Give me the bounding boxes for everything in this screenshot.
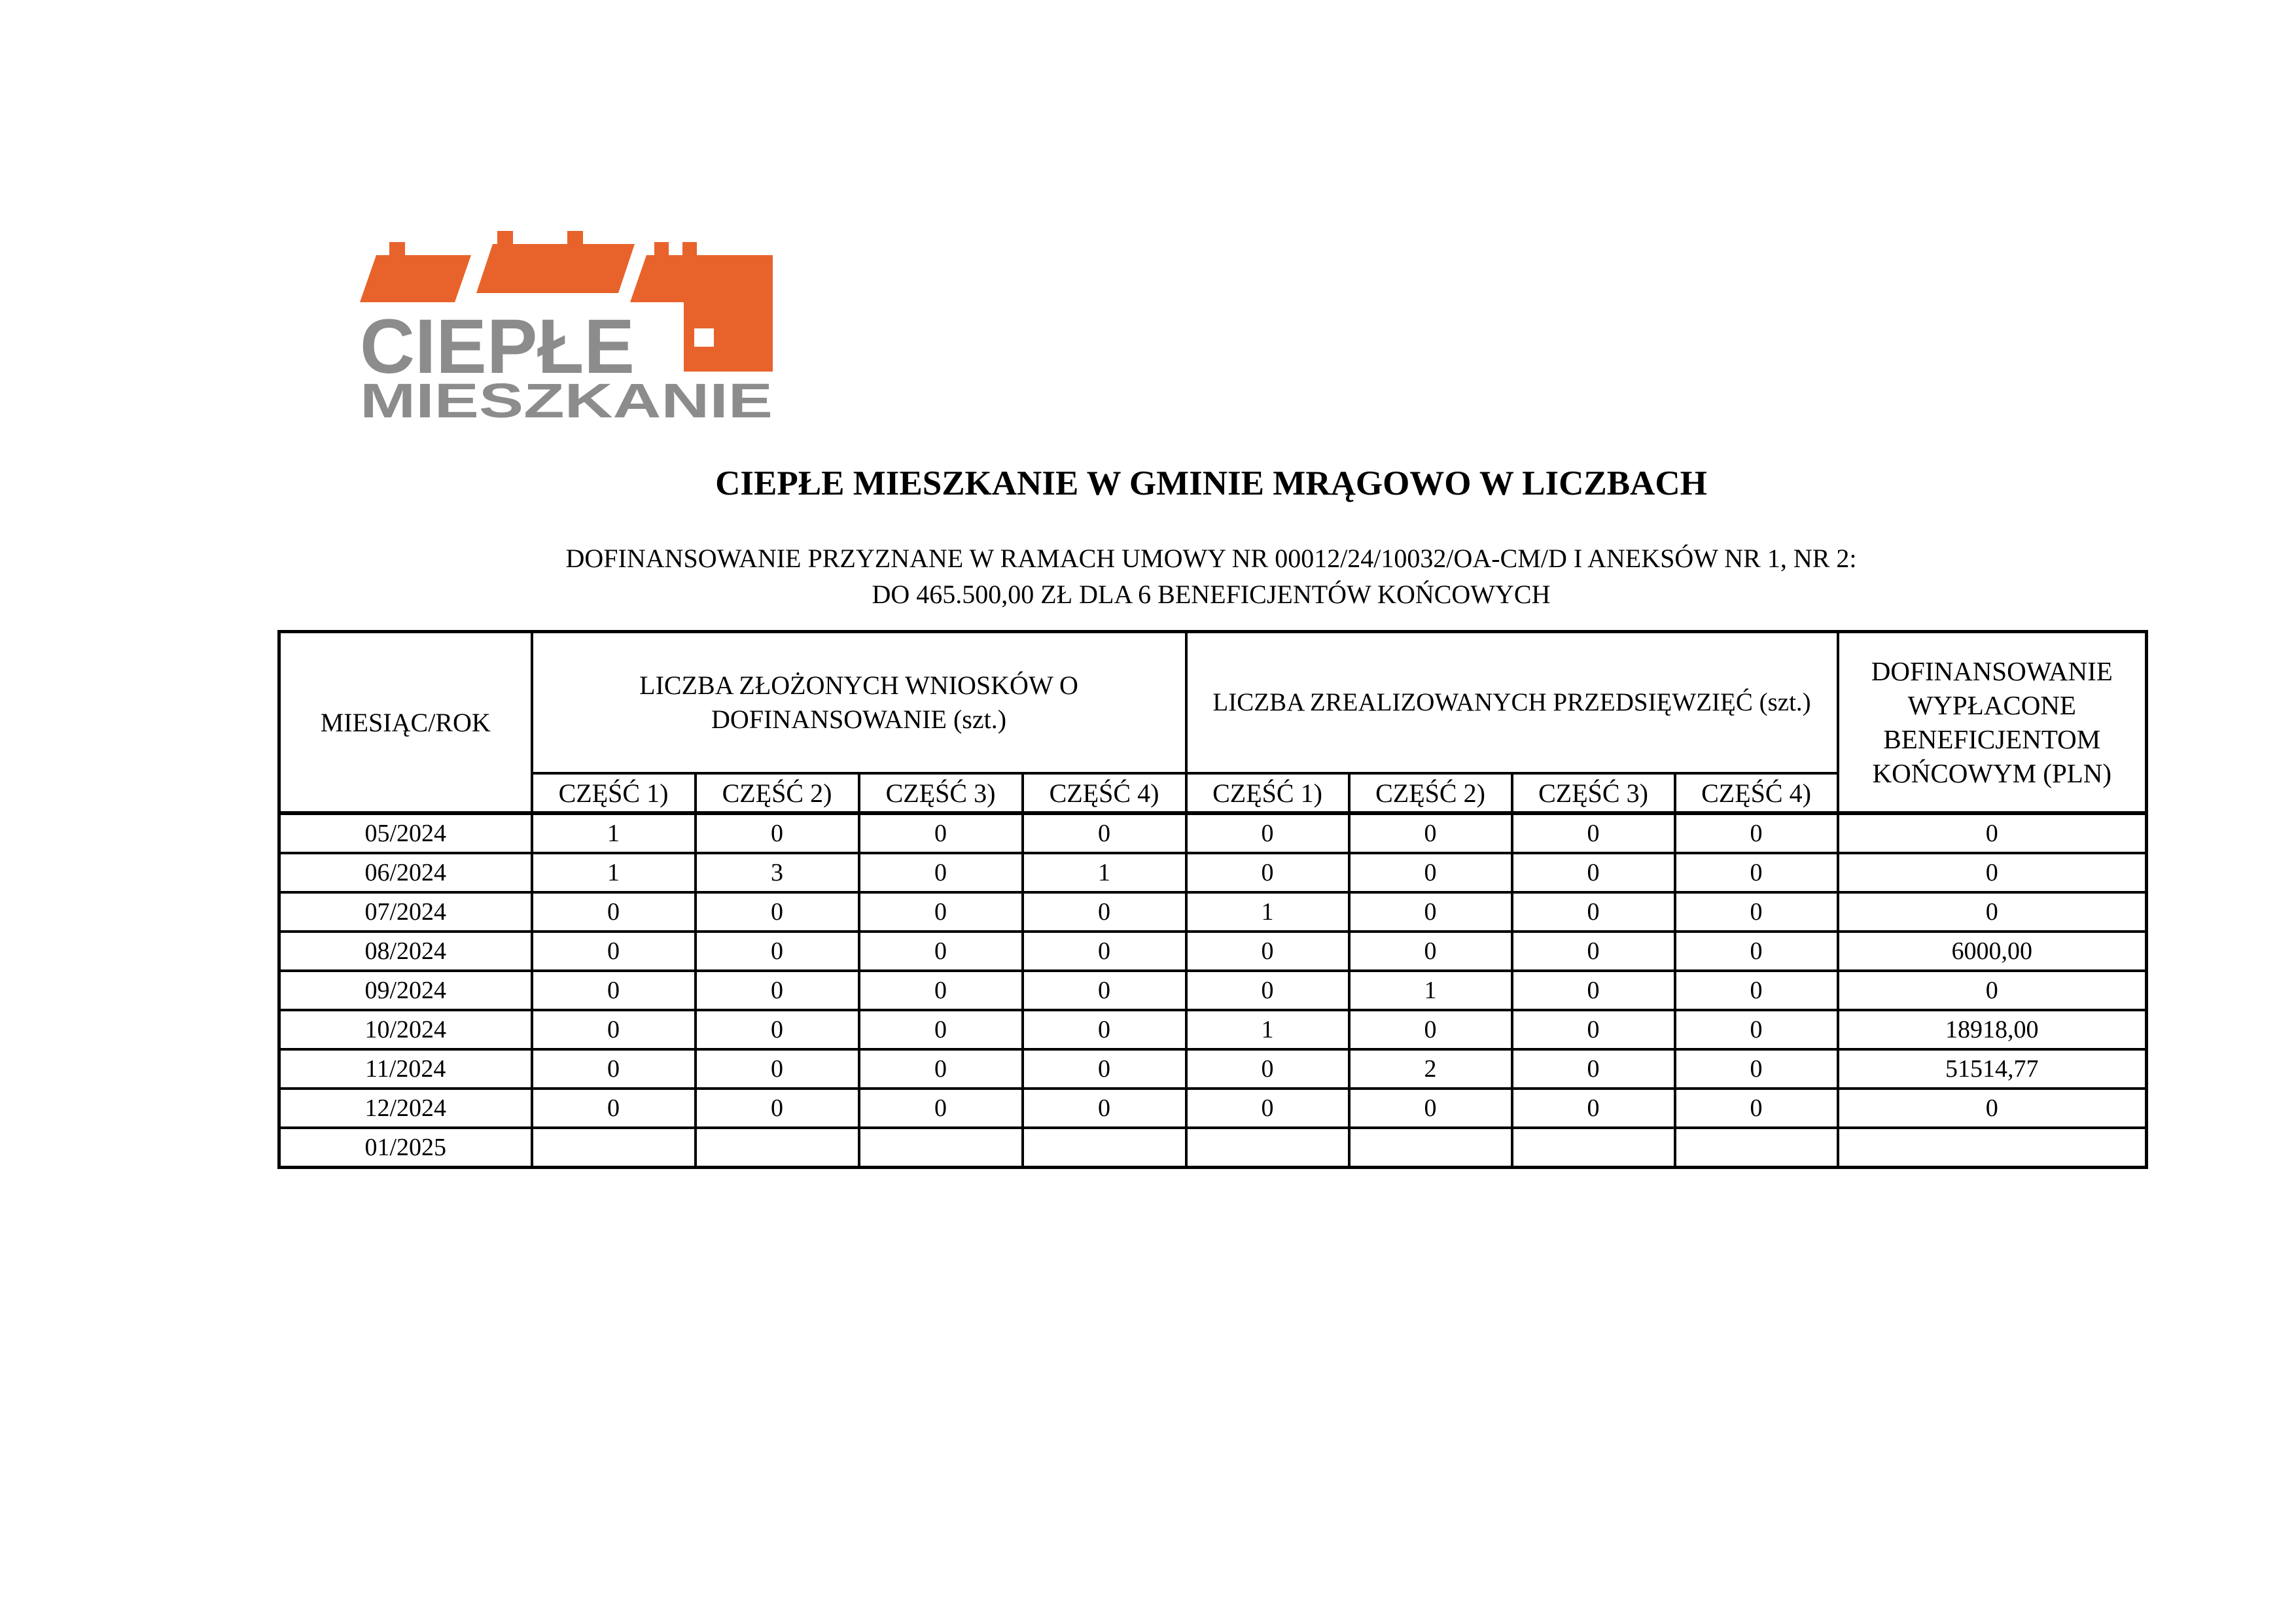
stats-table [277,630,2148,1169]
value-cell: 0 [1512,1089,1675,1128]
chimney-icon [389,242,405,256]
value-cell [859,1128,1023,1168]
col-header-part: CZĘŚĆ 3) [859,773,1023,813]
value-cell: 3 [696,853,859,892]
value-cell: 0 [1838,971,2147,1010]
value-cell: 0 [1512,853,1675,892]
table-body [279,813,2147,1168]
col-header-part: CZĘŚĆ 3) [1512,773,1675,813]
value-cell: 0 [1186,971,1349,1010]
month-cell: 07/2024 [279,892,532,932]
chimney-icon [497,231,513,245]
value-cell: 0 [1186,853,1349,892]
value-cell: 0 [696,892,859,932]
value-cell: 0 [1349,813,1512,853]
table-row [279,813,2147,853]
table-row [279,971,2147,1010]
value-cell [1838,1128,2147,1168]
month-cell: 11/2024 [279,1049,532,1089]
value-cell: 0 [859,853,1023,892]
value-cell: 0 [1023,971,1186,1010]
value-cell: 0 [1675,932,1838,971]
value-cell [696,1128,859,1168]
value-cell: 0 [1349,932,1512,971]
table-row [279,932,2147,971]
value-cell: 0 [1675,1010,1838,1049]
value-cell [1675,1128,1838,1168]
value-cell: 1 [1023,853,1186,892]
value-cell: 0 [859,1049,1023,1089]
subtitle-line2: DO 465.500,00 ZŁ DLA 6 BENEFICJENTÓW KOŃCOWYCH [872,580,1551,609]
value-cell: 0 [532,1010,696,1049]
value-cell: 0 [859,1089,1023,1128]
value-cell: 0 [1838,1089,2147,1128]
value-cell: 0 [696,813,859,853]
value-cell: 0 [1838,853,2147,892]
value-cell: 0 [1186,932,1349,971]
value-cell: 0 [1512,892,1675,932]
value-cell: 1 [532,813,696,853]
value-cell [1023,1128,1186,1168]
col-header-payout: DOFINANSOWANIE WYPŁACONE BENEFICJENTOM KOŃCOWYM (PLN) [1838,632,2147,814]
value-cell: 0 [696,971,859,1010]
logo-text-line1: CIEPŁE [360,304,635,390]
house-window [694,328,714,347]
value-cell: 0 [859,932,1023,971]
chimney-icon [567,231,583,245]
value-cell: 0 [1512,932,1675,971]
col-header-part: CZĘŚĆ 4) [1675,773,1838,813]
value-cell: 0 [1023,1010,1186,1049]
value-cell: 2 [1349,1049,1512,1089]
value-cell: 0 [859,971,1023,1010]
value-cell: 0 [1675,1089,1838,1128]
roof-house-right [630,255,773,372]
value-cell: 51514,77 [1838,1049,2147,1089]
month-cell: 06/2024 [279,853,532,892]
value-cell: 0 [1023,1089,1186,1128]
month-cell: 08/2024 [279,932,532,971]
value-cell: 0 [1023,932,1186,971]
value-cell [1186,1128,1349,1168]
header-row-groups [279,632,2147,774]
month-cell: 12/2024 [279,1089,532,1128]
value-cell: 0 [1838,813,2147,853]
table-row [279,1049,2147,1089]
value-cell: 0 [696,1049,859,1089]
value-cell: 0 [696,1010,859,1049]
month-cell: 05/2024 [279,813,532,853]
value-cell: 0 [1349,1010,1512,1049]
col-header-part: CZĘŚĆ 1) [1186,773,1349,813]
roof-left [360,255,471,302]
table-row [279,892,2147,932]
col-header-month: MIESIĄC/ROK [279,632,532,814]
value-cell: 0 [532,892,696,932]
col-group-completed: LICZBA ZREALIZOWANYCH PRZEDSIĘWZIĘĆ (szt.) [1186,632,1838,774]
table-row [279,1128,2147,1168]
value-cell: 0 [1675,853,1838,892]
value-cell: 0 [1838,892,2147,932]
table-row [279,853,2147,892]
value-cell: 0 [1512,1010,1675,1049]
value-cell: 0 [1186,813,1349,853]
value-cell: 0 [696,932,859,971]
table-row [279,1089,2147,1128]
chimney-icon [682,242,697,256]
value-cell: 0 [696,1089,859,1128]
month-cell: 10/2024 [279,1010,532,1049]
month-cell: 09/2024 [279,971,532,1010]
value-cell: 0 [532,1089,696,1128]
value-cell: 0 [1512,813,1675,853]
table-header [279,632,2147,814]
value-cell: 0 [1349,1089,1512,1128]
value-cell: 0 [1023,1049,1186,1089]
value-cell: 0 [1023,892,1186,932]
value-cell: 0 [1675,892,1838,932]
chimney-icon [654,242,669,256]
table-row [279,1010,2147,1049]
value-cell: 0 [532,971,696,1010]
value-cell: 0 [1512,1049,1675,1089]
col-header-part: CZĘŚĆ 4) [1023,773,1186,813]
value-cell: 0 [1186,1089,1349,1128]
value-cell: 6000,00 [1838,932,2147,971]
value-cell: 1 [532,853,696,892]
value-cell: 0 [1512,971,1675,1010]
value-cell: 0 [859,813,1023,853]
value-cell [1512,1128,1675,1168]
value-cell: 0 [532,932,696,971]
col-header-part: CZĘŚĆ 2) [696,773,859,813]
value-cell: 1 [1186,1010,1349,1049]
value-cell: 0 [1675,1049,1838,1089]
value-cell: 18918,00 [1838,1010,2147,1049]
month-cell: 01/2025 [279,1128,532,1168]
value-cell: 0 [1349,892,1512,932]
value-cell: 0 [532,1049,696,1089]
value-cell: 0 [1349,853,1512,892]
roof-middle [476,244,635,293]
value-cell: 0 [859,892,1023,932]
value-cell: 0 [1675,971,1838,1010]
value-cell: 0 [1675,813,1838,853]
col-header-part: CZĘŚĆ 2) [1349,773,1512,813]
col-group-submitted: LICZBA ZŁOŻONYCH WNIOSKÓW O DOFINANSOWANIE (szt.) [532,632,1186,774]
value-cell: 0 [1023,813,1186,853]
col-header-part: CZĘŚĆ 1) [532,773,696,813]
value-cell: 1 [1349,971,1512,1010]
value-cell [532,1128,696,1168]
page-subtitle [277,540,2145,612]
page-title: CIEPŁE MIESZKANIE W GMINIE MRĄGOWO W LICZBACH [715,464,1707,502]
logo-text-line2: MIESZKANIE [360,374,773,425]
subtitle-line1: DOFINANSOWANIE PRZYZNANE W RAMACH UMOWY NR 00012/24/10032/OA-CM/D I ANEKSÓW NR 1, NR 2: [565,544,1857,573]
value-cell: 1 [1186,892,1349,932]
value-cell: 0 [859,1010,1023,1049]
value-cell [1349,1128,1512,1168]
value-cell: 0 [1186,1049,1349,1089]
cieple-mieszkanie-logo [357,222,775,425]
